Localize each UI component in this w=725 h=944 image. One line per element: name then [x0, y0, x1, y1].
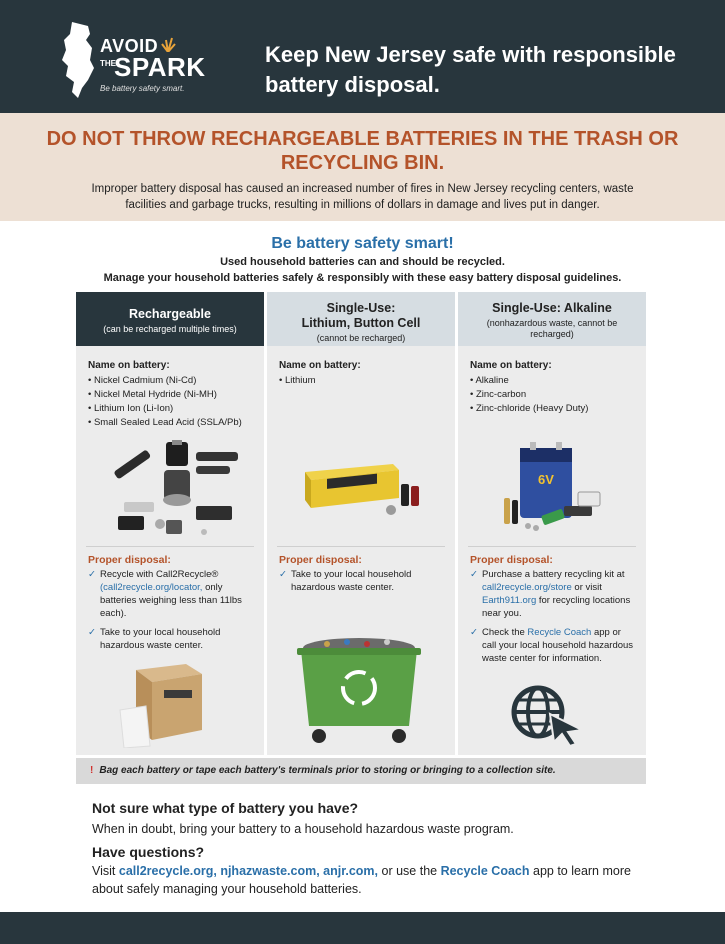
call2recycle-store-link[interactable]: call2recycle.org/store — [482, 582, 572, 593]
column-subtitle: (nonhazardous waste, cannot be recharged) — [486, 318, 618, 339]
alkaline-batteries-image — [498, 442, 608, 534]
name-on-battery-label: Name on battery: — [88, 360, 170, 371]
disposal-text: Take to your local household hazardous waste center. — [100, 627, 221, 651]
recycle-coach-link[interactable]: Recycle Coach — [527, 627, 592, 638]
checkmark-icon: ✓ — [470, 569, 478, 580]
disposal-text: Purchase a battery recycling kit at — [482, 569, 625, 580]
intro-title: Be battery safety smart! — [271, 235, 454, 252]
checkmark-icon: ✓ — [88, 569, 96, 580]
list-item: • Zinc-chloride (Heavy Duty) — [470, 402, 640, 416]
spark-icon — [158, 34, 178, 52]
list-item: • Alkaline — [470, 374, 640, 388]
list-item — [88, 568, 252, 620]
logo-tagline: Be battery safety smart. — [100, 84, 185, 93]
intro-line-2: Manage your household batteries safely & responsibly with these easy battery disposal guidelines. — [103, 272, 622, 284]
call2recycle-locator-link[interactable]: (call2recycle.org/locator, — [100, 582, 203, 593]
warning-band — [0, 113, 725, 221]
column-single-use-alkaline — [458, 292, 646, 755]
checkmark-icon: ✓ — [470, 627, 478, 638]
tape-terminals-note — [76, 758, 646, 784]
exclamation-icon: ! — [90, 765, 94, 776]
proper-disposal-label: Proper disposal: — [470, 554, 553, 566]
disposal-text: app or call your local household hazardous waste center for information. — [482, 627, 634, 664]
answer-text: or use the — [378, 864, 441, 878]
column-subtitle: (can be recharged multiple times) — [103, 324, 237, 334]
logo-word-avoid: AVOID — [100, 36, 159, 56]
disposal-text: Check the — [482, 627, 528, 638]
proper-disposal-label: Proper disposal: — [88, 554, 171, 566]
column-title-line-2: Lithium, Button Cell — [301, 316, 421, 330]
column-subtitle: (cannot be recharged) — [316, 333, 406, 343]
warning-body: Improper battery disposal has caused an increased number of fires in New Jersey recycling centers, waste facilities and garbage trucks, resulting in millions of dollars in damage and lives put in danger. — [91, 183, 634, 211]
list-item — [88, 626, 252, 652]
column-title: Rechargeable — [129, 307, 211, 321]
list-item — [279, 568, 443, 594]
header-banner — [0, 0, 725, 113]
list-item: • Zinc-carbon — [470, 388, 640, 402]
column-title: Single-Use: Alkaline — [492, 301, 612, 315]
list-item: • Small Sealed Lead Acid (SSLA/Pb) — [88, 416, 258, 430]
disposal-text: or visit — [571, 582, 602, 593]
warning-title: DO NOT THROW RECHARGEABLE BATTERIES IN THE TRASH OR RECYCLING BIN. — [46, 128, 679, 174]
column-header — [76, 292, 264, 346]
logo-word-spark: SPARK — [114, 52, 206, 82]
earth911-link[interactable]: Earth911.org — [482, 595, 537, 606]
new-jersey-map-icon — [58, 20, 98, 100]
resource-links[interactable]: call2recycle.org, njhazwaste.com, anjr.com, — [118, 864, 379, 878]
column-rechargeable — [76, 292, 264, 755]
checkmark-icon: ✓ — [279, 569, 287, 580]
divider — [468, 546, 636, 547]
column-title: Single-Use: — [326, 301, 396, 315]
column-header — [267, 292, 455, 346]
disposal-text: Take to your local household hazardous waste center. — [291, 569, 412, 593]
answer-text: Visit — [92, 864, 119, 878]
logo-word-the: THE — [100, 59, 116, 68]
battery-name-list — [88, 374, 258, 430]
list-item: • Lithium — [279, 374, 449, 388]
avoid-the-spark-logo — [58, 20, 228, 100]
column-header — [458, 292, 646, 346]
list-item — [470, 568, 634, 620]
recycling-kit-box-image — [116, 660, 206, 748]
footer-bar — [0, 912, 725, 944]
globe-cursor-icon — [510, 684, 586, 746]
faq-question-have-questions: Have questions? — [92, 844, 205, 860]
note-text: Bag each battery or tape each battery's terminals prior to storing or bringing to a collection site. — [99, 765, 556, 776]
list-item — [470, 626, 634, 665]
checkmark-icon: ✓ — [88, 627, 96, 638]
name-on-battery-label: Name on battery: — [279, 360, 361, 371]
disposal-list — [470, 568, 634, 671]
disposal-list — [88, 568, 252, 658]
recycle-coach-app-link[interactable]: Recycle Coach — [440, 864, 530, 878]
faq-answer-have-questions — [92, 862, 652, 898]
column-single-use-lithium — [267, 292, 455, 755]
divider — [86, 546, 254, 547]
divider — [277, 546, 445, 547]
proper-disposal-label: Proper disposal: — [279, 554, 362, 566]
header-title: Keep New Jersey safe with responsible battery disposal. — [265, 42, 676, 97]
list-item: • Nickel Cadmium (Ni-Cd) — [88, 374, 258, 388]
name-on-battery-label: Name on battery: — [470, 360, 552, 371]
answer-text: app to learn more about safely managing your household batteries. — [92, 864, 631, 896]
recycling-bin-image — [297, 632, 422, 747]
battery-name-list — [279, 374, 449, 388]
faq-question-battery-type: Not sure what type of battery you have? — [92, 800, 359, 816]
intro-line-1: Used household batteries can and should be recycled. — [220, 256, 505, 268]
disposal-text: for recycling locations near you. — [482, 595, 631, 619]
lithium-battery-image — [297, 458, 427, 518]
faq-answer-battery-type: When in doubt, bring your battery to a household hazardous waste program. — [92, 822, 514, 836]
battery-label-6v: 6V — [538, 472, 554, 487]
list-item: • Nickel Metal Hydride (Ni-MH) — [88, 388, 258, 402]
disposal-list — [279, 568, 443, 600]
disposal-text: Recycle with Call2Recycle® — [100, 569, 219, 580]
battery-name-list — [470, 374, 640, 416]
disposal-text: only batteries weighing less than 11lbs each). — [100, 582, 242, 619]
rechargeable-batteries-image — [104, 440, 244, 540]
list-item: • Lithium Ion (Li-Ion) — [88, 402, 258, 416]
